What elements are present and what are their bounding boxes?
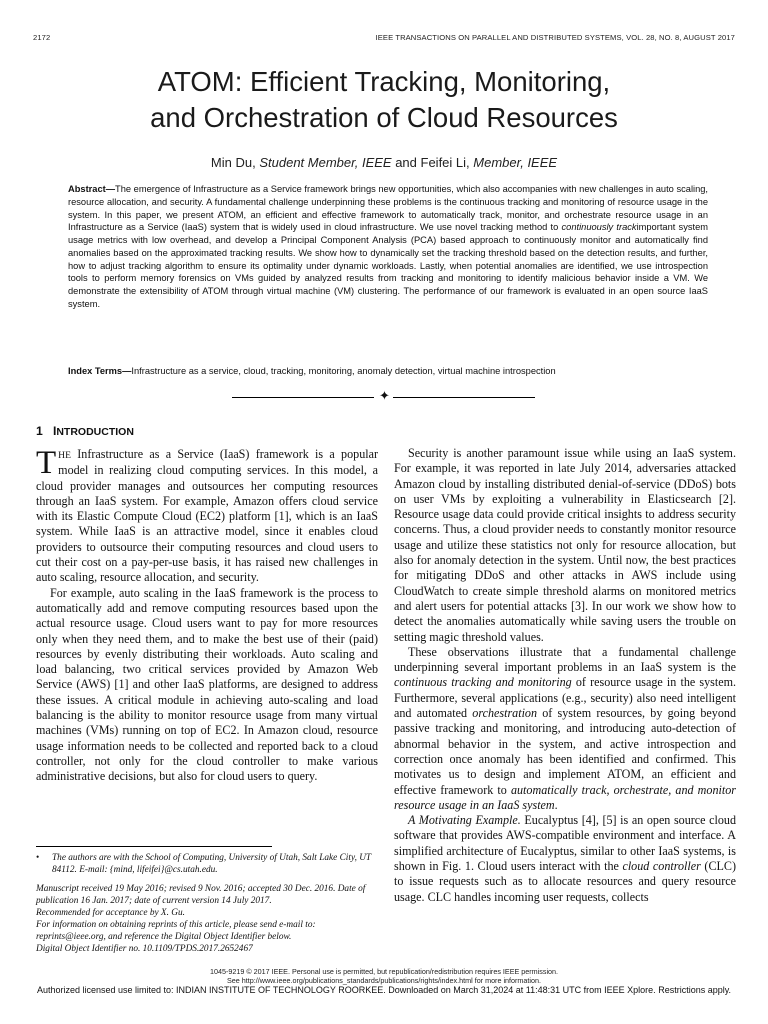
index-terms-label: Index Terms— (68, 366, 132, 376)
footnote-rule (36, 846, 272, 847)
intro-paragraph-1-text: Infrastructure as a Service (IaaS) framework is a popular model in realizing cloud computing services. In this model, a cloud provider manages and outsources her computing resources through an IaaS system. For example, Amazon offers cloud service with its Elastic Compute Cloud (EC2) platform [1], which is an IaaS system. While IaaS is an attractive model, since it enables cloud providers to outsource their computing resources and cloud users to cut their cost on a pay-per-use basis, it has raised new challenges in auto scaling, resource allocation, and security. (36, 447, 378, 585)
section-title-rest: NTRODUCTION (56, 426, 134, 438)
left-column (36, 447, 378, 785)
abstract-emphasis: continuously track (561, 222, 637, 233)
license-notice: Authorized licensed use limited to: INDIAN INSTITUTE OF TECHNOLOGY ROORKEE. Downloaded on March 31,2024 at 11:48:31 UTC from IEEE Xplore. Restrictions apply. (36, 985, 732, 995)
rp3-b: (CLC) to issue requests such as to allocate resources and query resource usage. CLC handles incoming user requests, collects (394, 859, 736, 904)
title-line-2: and Orchestration of Cloud Resources (150, 102, 618, 133)
divider-diamond-icon: ✦ (379, 388, 390, 403)
rp3-em-2: cloud controller (622, 859, 701, 874)
rp3-em: A Motivating Example. (408, 813, 521, 828)
footnote-recommended: Recommended for acceptance by X. Gu. (36, 908, 185, 918)
rp2-b: of resource usage in the system. Furthermore, several applications (e.g., security) also need intelligent and automated (394, 675, 737, 721)
section-number: 1 (36, 424, 43, 438)
right-paragraph-3 (394, 813, 736, 905)
intro-paragraph-1 (36, 447, 378, 586)
footnote-manuscript: Manuscript received 19 May 2016; revised 9 Nov. 2016; accepted 30 Dec. 2016. Date of publication 16 Jan. 2017; date of current version 14 July 2017. (36, 884, 366, 906)
section-title-initial: I (52, 424, 57, 438)
rp3-a: Eucalyptus [4], [5] is an open source cloud software that provides AWS-compatible environment and interface. A simplified architecture of Eucalyptus, similar to other IaaS systems, is shown in Fig. 1. Cloud users interact with the (394, 813, 736, 874)
rp2-em-3: automatically track, orchestrate, and monitor resource usage in an IaaS system (394, 782, 736, 812)
copyright-line-1: 1045-9219 © 2017 IEEE. Personal use is permitted, but republication/redistribution requires IEEE permission. (209, 967, 559, 976)
affiliation-text: The authors are with the School of Computing, University of Utah, Salt Lake City, UT 84112. E-mail: {mind, lifeifei}@cs.utah.edu. (52, 853, 371, 875)
author-1: Min Du, (210, 155, 256, 170)
author-2-role: Member, IEEE (473, 155, 558, 170)
copyright-line-2: See http://www.ieee.org/publications_standards/publications/rights/index.html for more information. (226, 975, 542, 985)
rp2-d: . (554, 797, 558, 812)
right-paragraph-2 (394, 645, 736, 813)
bullet-icon: • (36, 853, 40, 863)
abstract-text-a: The emergence of Infrastructure as a Service framework brings new opportunities, which also accompanies with new challenges in auto scaling, resource allocation, and security. A fundamental challenge underpinning these problems is the continuous tracking and monitoring of resource usage in the system. In this paper, we present ATOM, an efficient and effective framework to automatically track, monitor, and orchestrate resource usage in an Infrastructure as a Service (IaaS) system that is widely used in cloud infrastructure. We use novel tracking method to (68, 184, 708, 233)
abstract (68, 183, 708, 311)
abstract-label: Abstract— (68, 184, 116, 194)
drop-cap: T (36, 445, 57, 481)
rp2-em-2: orchestration (472, 706, 538, 721)
author-1-role: Student Member, IEEE (259, 155, 392, 170)
footnote-doi: Digital Object Identifier no. 10.1109/TPDS.2017.2652467 (36, 944, 253, 954)
footnotes (36, 852, 378, 955)
paper-title (0, 64, 768, 136)
title-line-1: ATOM: Efficient Tracking, Monitoring, (157, 66, 611, 97)
copyright-notice (0, 968, 768, 986)
intro-paragraph-2: For example, auto scaling in the IaaS framework is the process to automatically add and remove computing resources based upon the actual resource usage. Cloud users want to pay for more resources only when they need them, and to make the best use of their (paid) resources by evenly distributing their workloads. Auto scaling and load balancing, two critical services provided by Amazon Web Service (AWS) [1] and other IaaS platforms, are designed to address these issues. A critical module in achieving auto-scaling and load balancing is the ability to monitor resource usage from many virtual machines (VMs) running on top of EC2. In Amazon cloud, resource usage information needs to be collected and reported back to a cloud controller, not only for the cloud controller to make various administrative decisions, but also for cloud users to query. (36, 585, 378, 784)
section-heading (36, 424, 134, 438)
footnote-affiliation (36, 852, 378, 876)
rp2-em-1: continuous tracking and monitoring (394, 675, 572, 690)
author-2: and Feifei Li, (395, 155, 470, 170)
index-terms (68, 365, 708, 378)
journal-header: IEEE TRANSACTIONS ON PARALLEL AND DISTRIBUTED SYSTEMS, VOL. 28, NO. 8, AUGUST 2017 (375, 33, 735, 42)
index-terms-text: Infrastructure as a service, cloud, tracking, monitoring, anomaly detection, virtual machine introspection (131, 366, 556, 376)
footnote-reprints: For information on obtaining reprints of this article, please send e-mail to: reprints@ieee.org, and reference the Digital Object Identifier below. (36, 920, 316, 942)
divider-right (393, 397, 535, 398)
right-paragraph-1: Security is another paramount issue while using an IaaS system. For example, it was reported in late July 2014, adversaries attacked Amazon cloud by installing distributed denial-of-service (DDoS) bots on user VMs by exploiting a vulnerability in Elasticsearch [2]. Resource usage data could provide critical insights to address security concerns. Thus, a cloud provider needs to constantly monitor resource usage and utilize these statistics not only for resource allocation, but also for anomaly detection in the system. Until now, the best practices for mitigating DDoS and other attacks in AWS include using CloudWatch to create simple threshold alarms on monitored metrics and alert users for potential attacks [3]. In our work we show how to detect the anomalies automatically while saving users the trouble on setting magic threshold values. (394, 446, 736, 644)
author-line (0, 155, 768, 170)
rp2-c: of system resources, by going beyond passive tracking and monitoring, and introducing auto-detection of abnormal behavior in the system, and active introspection and correction once anomaly has been identified and confirmed. This motivates us to design and implement ATOM, an efficient and effective framework to (394, 706, 736, 797)
page-number: 2172 (33, 33, 51, 42)
intro-smallcaps: HE (58, 450, 71, 461)
rp2-a: These observations illustrate that a fundamental challenge underpinning several important problems in an IaaS system is the (394, 644, 736, 675)
abstract-text-b: important system usage metrics with low overhead, and develop a Principal Component Analysis (PCA) based approach to continuously monitor and automatically find anomalies based on the approximated tracking results. We show how to dynamically set the tracking threshold based on the detection results, and further, how to adjust tracking algorithm to ensure its optimality under dynamic workloads. Lastly, when potential anomalies are identified, we use introspection tools to perform memory forensics on VMs guided by analyzed results from tracking and monitoring to identify malicious behavior inside a VM. We demonstrate the extensibility of ATOM through virtual machine (VM) clustering. The performance of our framework is evaluated in an open source IaaS system. (68, 222, 708, 309)
divider-left (232, 397, 374, 398)
right-column (394, 446, 736, 905)
